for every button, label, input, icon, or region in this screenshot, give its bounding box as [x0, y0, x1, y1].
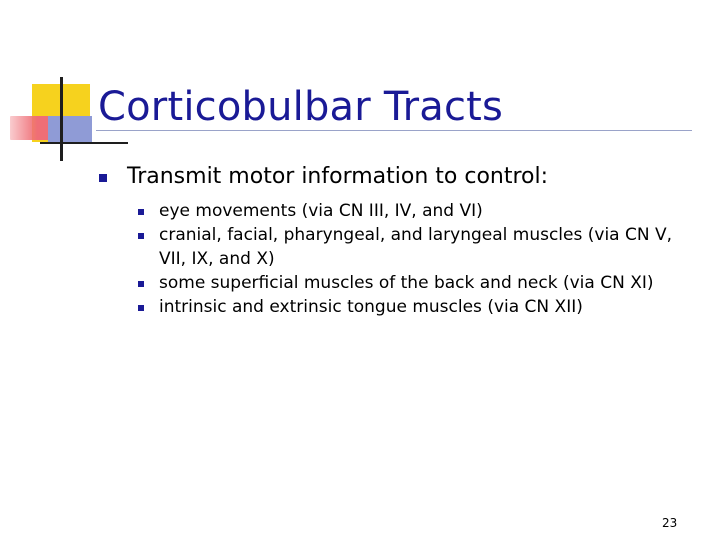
title-underline — [96, 130, 692, 131]
list-item — [138, 223, 698, 271]
slide-title: Corticobulbar Tracts — [98, 84, 504, 130]
sub-bullet-text: intrinsic and extrinsic tongue muscles (via CN XII) — [159, 297, 583, 317]
bullet-square-icon — [138, 233, 144, 239]
decor-blue-square — [48, 116, 92, 144]
bullet-square-icon — [138, 209, 144, 215]
sub-bullet-text: cranial, facial, pharyngeal, and laryngeal muscles (via CN V, VII, IX, and X) — [159, 225, 673, 269]
sub-bullet-text: some superficial muscles of the back and neck (via CN XI) — [159, 273, 654, 293]
bullet-square-icon — [138, 305, 144, 311]
list-item — [138, 199, 698, 223]
list-item — [138, 271, 698, 295]
decor-horizontal-line — [40, 142, 128, 144]
bullet-square-icon — [138, 281, 144, 287]
decor-vertical-line — [60, 77, 63, 161]
sub-bullet-text: eye movements (via CN III, IV, and VI) — [159, 201, 483, 221]
page-number: 23 — [662, 516, 678, 530]
sub-bullet-list — [138, 199, 698, 319]
list-item — [138, 295, 698, 319]
main-bullet-text: Transmit motor information to control: — [127, 164, 549, 189]
bullet-square-icon — [99, 174, 107, 182]
